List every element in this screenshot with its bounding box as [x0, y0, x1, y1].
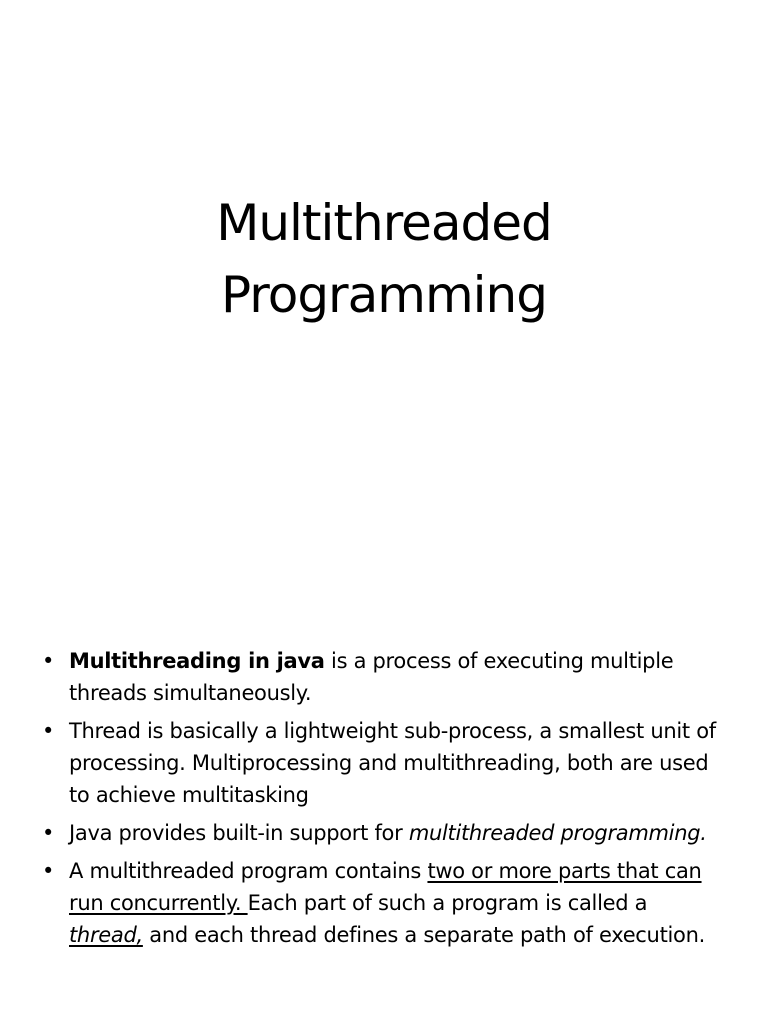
- bullet-text: [69, 859, 705, 947]
- bullet-body: is a process of executing multiple threads simultaneously.: [69, 649, 674, 705]
- bullet-body: Java provides built-in support for: [69, 821, 409, 845]
- bullet-underline: two or more parts that can run concurrently.: [69, 859, 702, 915]
- bullet-bold-term: Multithreading in java: [69, 649, 325, 673]
- bullet-body-2: Each part of such a program is called a: [247, 891, 648, 915]
- bullet-item: [42, 817, 722, 849]
- slide-title: [0, 187, 768, 331]
- bullet-body-3: and each thread defines a separate path of execution.: [142, 923, 705, 947]
- bullet-dot: •: [42, 649, 55, 673]
- bullet-italic-underline: thread,: [69, 923, 143, 947]
- bullet-dot: •: [42, 821, 55, 845]
- bullet-body: A multithreaded program contains: [69, 859, 428, 883]
- title-line-1: Multithreaded: [216, 194, 552, 252]
- bullet-item: [42, 645, 722, 709]
- bullet-dot: •: [42, 859, 55, 883]
- bullet-list: [42, 645, 722, 957]
- bullet-italic: multithreaded programming: [408, 821, 701, 845]
- bullet-item: [42, 715, 722, 811]
- bullet-end: .: [700, 821, 707, 845]
- bullet-item: [42, 855, 722, 951]
- title-line-2: Programming: [221, 266, 547, 324]
- bullet-text: [69, 821, 707, 845]
- bullet-dot: •: [42, 719, 55, 743]
- bullet-text: Thread is basically a lightweight sub-process, a smallest unit of processing. Multiprocessing and multithreading, both are used to achieve multitasking: [69, 719, 716, 807]
- bullet-text: [69, 649, 673, 705]
